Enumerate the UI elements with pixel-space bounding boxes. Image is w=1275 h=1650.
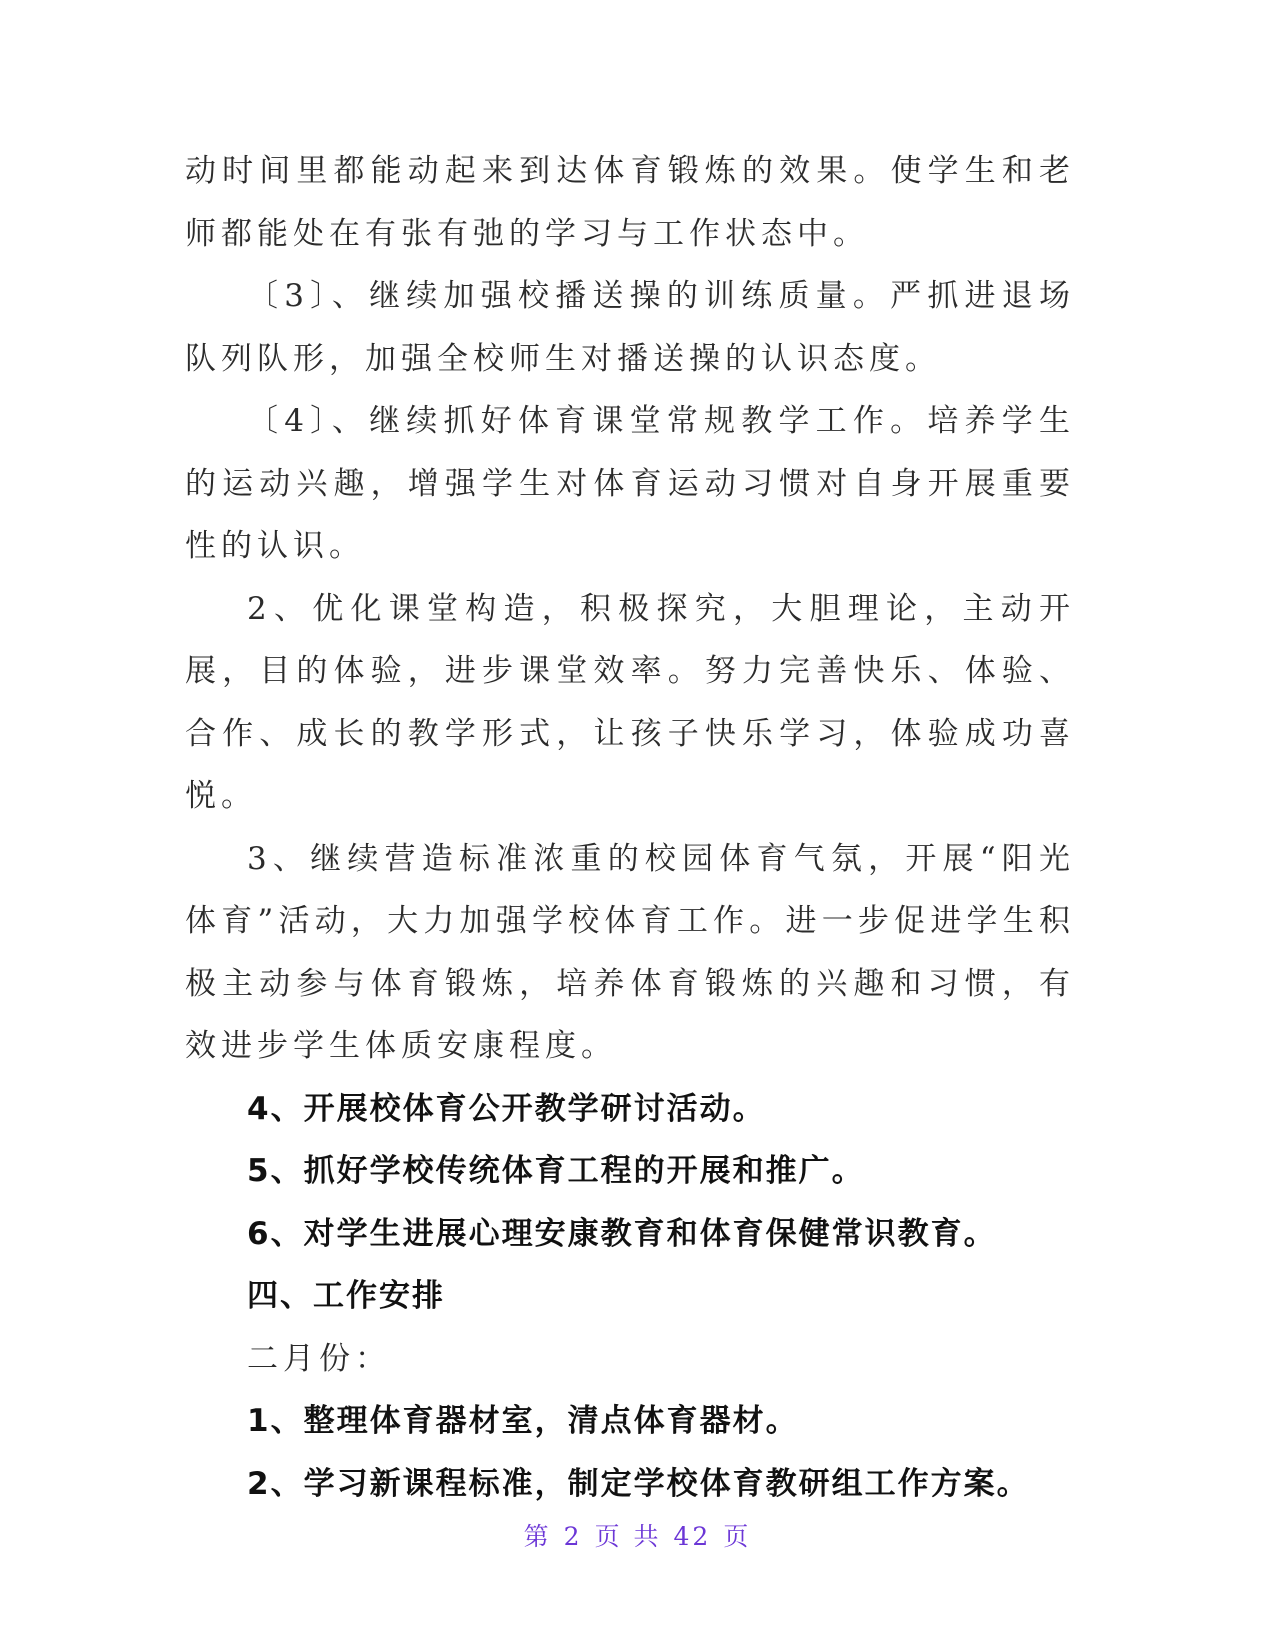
- footer-suffix: 页: [723, 1522, 752, 1551]
- footer-middle: 页 共: [594, 1522, 662, 1551]
- paragraph-item-3: 〔3〕、继续加强校播送操的训练质量。严抓进退场队列队形，加强全校师生对播送操的认识态度。: [185, 278, 1075, 377]
- paragraph-point-2: 2、优化课堂构造，积极探究，大胆理论，主动开展，目的体验，进步课堂效率。努力完善快乐、体验、合作、成长的教学形式，让孩子快乐学习，体验成功喜悦。: [185, 590, 1075, 814]
- footer-prefix: 第: [523, 1522, 552, 1551]
- document-body: [185, 140, 1075, 1515]
- page-number-footer: [0, 1517, 1275, 1553]
- paragraph-continuation: 动时间里都能动起来到达体育锻炼的效果。使学生和老师都能处在有张有弛的学习与工作状态中。: [185, 153, 1075, 252]
- paragraph-point-3: 3、继续营造标准浓重的校园体育气氛，开展“阳光体育”活动，大力加强学校体育工作。进一步促进学生积极主动参与体育锻炼，培养体育锻炼的兴趣和习惯，有效进步学生体质安康程度。: [185, 840, 1075, 1064]
- list-item-february-2: 2、学习新课程标准，制定学校体育教研组工作方案。: [247, 1465, 1030, 1502]
- footer-total-pages: 42: [673, 1522, 712, 1551]
- section-heading-work-arrangement: 四、工作安排: [247, 1278, 445, 1314]
- list-item-point-4: 4、开展校体育公开教学研讨活动。: [247, 1090, 766, 1127]
- paragraph-item-4: 〔4〕、继续抓好体育课堂常规教学工作。培养学生的运动兴趣，增强学生对体育运动习惯对自身开展重要性的认识。: [185, 403, 1075, 564]
- list-item-february-1: 1、整理体育器材室，清点体育器材。: [247, 1403, 799, 1439]
- list-item-point-5: 5、抓好学校传统体育工程的开展和推广。: [247, 1153, 865, 1189]
- list-item-point-6: 6、对学生进展心理安康教育和体育保健常识教育。: [247, 1215, 997, 1252]
- month-label-february: 二月份：: [247, 1340, 391, 1377]
- footer-current-page: 2: [563, 1522, 583, 1551]
